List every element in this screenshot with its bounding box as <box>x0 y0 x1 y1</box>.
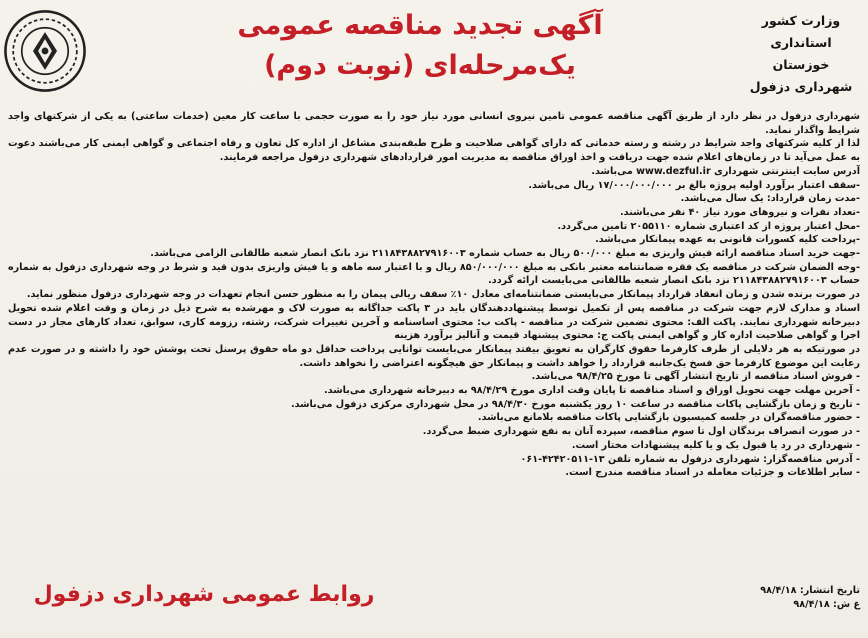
ad-paragraph: شهرداری دزفول در نظر دارد از طریق آگهی مناقصه عمومی تامین نیروی انسانی مورد نیاز خود را به صورت حجمی با ساعت کار معین (خدمات ساعتی) به یکی از شرکتهای واجد شرایط واگذار نماید. <box>8 111 860 136</box>
ad-paragraph: -وجه الضمان شرکت در مناقصه یک فقره ضمانتنامه معتبر بانکی به مبلغ ۸۵۰/۰۰۰/۰۰۰ ریال و با اعتبار سه ماهه و یا فیش واریزی بدون قید و شرط در وجه شهرداری دزفول به شماره حساب ۲۱۱۸۴۳۸۸۲۷۹۱۶۰۰۳ نزد بانک انصار شعبه طالقانی می‌بایست ارائه گردد. <box>8 261 860 287</box>
municipality-logo-icon <box>2 8 88 94</box>
ad-paragraph: - حضور مناقصه‌گران در جلسه کمیسیون بازگشایی پاکات مناقصه بلامانع می‌باشد. <box>477 412 860 424</box>
ad-paragraph: در صورتیکه به هر دلایلی از طرف کارفرما حقوق کارگران به تعویق بیفتد پیمانکار می‌بایست توانایی پرداخت حداقل دو ماه حقوق پرسنل تحت پوشش خود را داشته و در صورت عدم رعایت این موضوع کارفرما حق فسخ یک‌جانبه قرارداد را خواهد داشت و پیمانکار حق هیچگونه اعتراضی را نخواهد داشت. <box>8 343 860 369</box>
title-line-1: آگهی تجدید مناقصه عمومی <box>237 10 603 41</box>
ad-paragraph: - آخرین مهلت جهت تحویل اوراق و اسناد مناقصه تا پایان وقت اداری مورخ ۹۸/۴/۲۹ به دبیرخانه شهرداری می‌باشد. <box>324 385 860 397</box>
ad-paragraph: -سقف اعتبار برآورد اولیه پروژه بالغ بر ۱۷/۰۰۰/۰۰۰/۰۰۰ ریال می‌باشد. <box>528 179 860 191</box>
ad-paragraph: - فروش اسناد مناقصه از تاریخ انتشار آگهی تا مورخ ۹۸/۴/۲۵ می‌باشد. <box>531 371 860 383</box>
ad-title <box>150 6 690 86</box>
ad-paragraph: -جهت خرید اسناد مناقصه ارائه فیش واریزی به مبلغ ۵۰۰/۰۰۰ ریال به حساب شماره ۲۱۱۸۴۳۸۸۲۷۹۱۶۰۰۳ نزد بانک انصار شعبه طالقانی الزامی می‌باشد. <box>150 248 860 260</box>
ad-body <box>8 110 860 598</box>
second-date: غ ش: ۹۸/۴/۱۸ <box>793 599 860 610</box>
public-relations-signature: روابط عمومی شهرداری دزفول <box>33 582 375 607</box>
issuer-block <box>742 10 860 98</box>
ad-paragraph: - تاریخ و زمان بازگشایی پاکات مناقصه در ساعت ۱۰ روز یکشنبه مورخ ۹۸/۴/۳۰ در محل شهرداری مرکزی دزفول می‌باشد. <box>290 398 860 410</box>
ad-paragraph: لذا از کلیه شرکتهای واجد شرایط در رشته و رسته خدماتی که دارای گواهی صلاحیت و طرح طبقه‌بندی مشاغل از اداره کل تعاون و رفاه اجتماعی و گواهی ایمنی کار می‌باشند دعوت به عمل می‌آید تا در زمان‌های اعلام شده جهت دریافت و اخذ اوراق مناقصه به مدیریت امور قراردادهای شهرداری دزفول مراجعه فرمایند. <box>8 138 860 164</box>
publication-dates <box>660 584 860 612</box>
ad-paragraph: -تعداد نفرات و نیروهای مورد نیاز ۴۰ نفر می‌باشند. <box>620 206 860 218</box>
title-line-2: یک‌مرحله‌ای (نوبت دوم) <box>264 50 576 81</box>
issuer-line: استانداری خوزستان <box>770 35 832 72</box>
ad-paragraph: اسناد و مدارک لازم جهت شرکت در مناقصه پس از تکمیل توسط پیشنهاددهندگان باید در ۳ پاکت جداگانه به صورت لاک و مهرشده به شرح ذیل در زمان و وقت اعلام شده تحویل دبیرخانه شهرداری نمایند. پاکت الف: محتوی تضمین شرکت در مناقصه - پاکت ب: محتوی اساسنامه و آخرین تغییرات شرکت، رشته، رزومه کاری، سوابق، تعداد کارهای مجاز در دست اجرا و گواهی صلاحیت اداره کار و گواهی ایمنی پاکت ج: محتوی پیشنهاد قیمت و آنالیز برآورد هزینه <box>8 302 860 342</box>
ad-paragraph: آدرس سایت اینترنتی شهرداری www.dezful.ir می‌باشد. <box>591 165 860 177</box>
ad-paragraph: -مدت زمان قرارداد: یک سال می‌باشد. <box>680 193 860 205</box>
ad-paragraph: - شهرداری در رد یا قبول یک و یا کلیه پیشنهادات مختار است. <box>571 439 860 451</box>
ad-paragraph: - در صورت انصراف برندگان اول تا سوم مناقصه، سپرده آنان به نفع شهرداری ضبط می‌گردد. <box>422 426 860 438</box>
ad-paragraph: -محل اعتبار پروژه از کد اعتباری شماره ۲۰۵۵۱۱۰ تامین می‌گردد. <box>557 220 860 232</box>
issuer-line: وزارت کشور <box>761 13 841 28</box>
publish-date: تاریخ انتشار: ۹۸/۴/۱۸ <box>760 585 860 596</box>
ad-paragraph: - آدرس مناقصه‌گزار: شهرداری دزفول به شماره تلفن ۱۳-۴۲۴۲۰۵۱۱-۰۶۱ <box>520 453 860 465</box>
issuer-line: شهرداری دزفول <box>749 79 853 94</box>
ad-paragraph: - سایر اطلاعات و جزئیات معامله در اسناد مناقصه مندرج است. <box>565 467 860 479</box>
ad-paragraph: در صورت برنده شدن و زمان انعقاد قرارداد پیمانکار می‌بایستی ضمانتنامه‌ای معادل ۱۰٪ سقف ریالی پیمان را به منظور حسن انجام تعهدات در وجه شهرداری دزفول منظور نماید. <box>26 289 860 301</box>
ad-header <box>0 0 868 110</box>
ad-paragraph: -پرداخت کلیه کسورات قانونی به عهده پیمانکار می‌باشد. <box>595 234 860 246</box>
